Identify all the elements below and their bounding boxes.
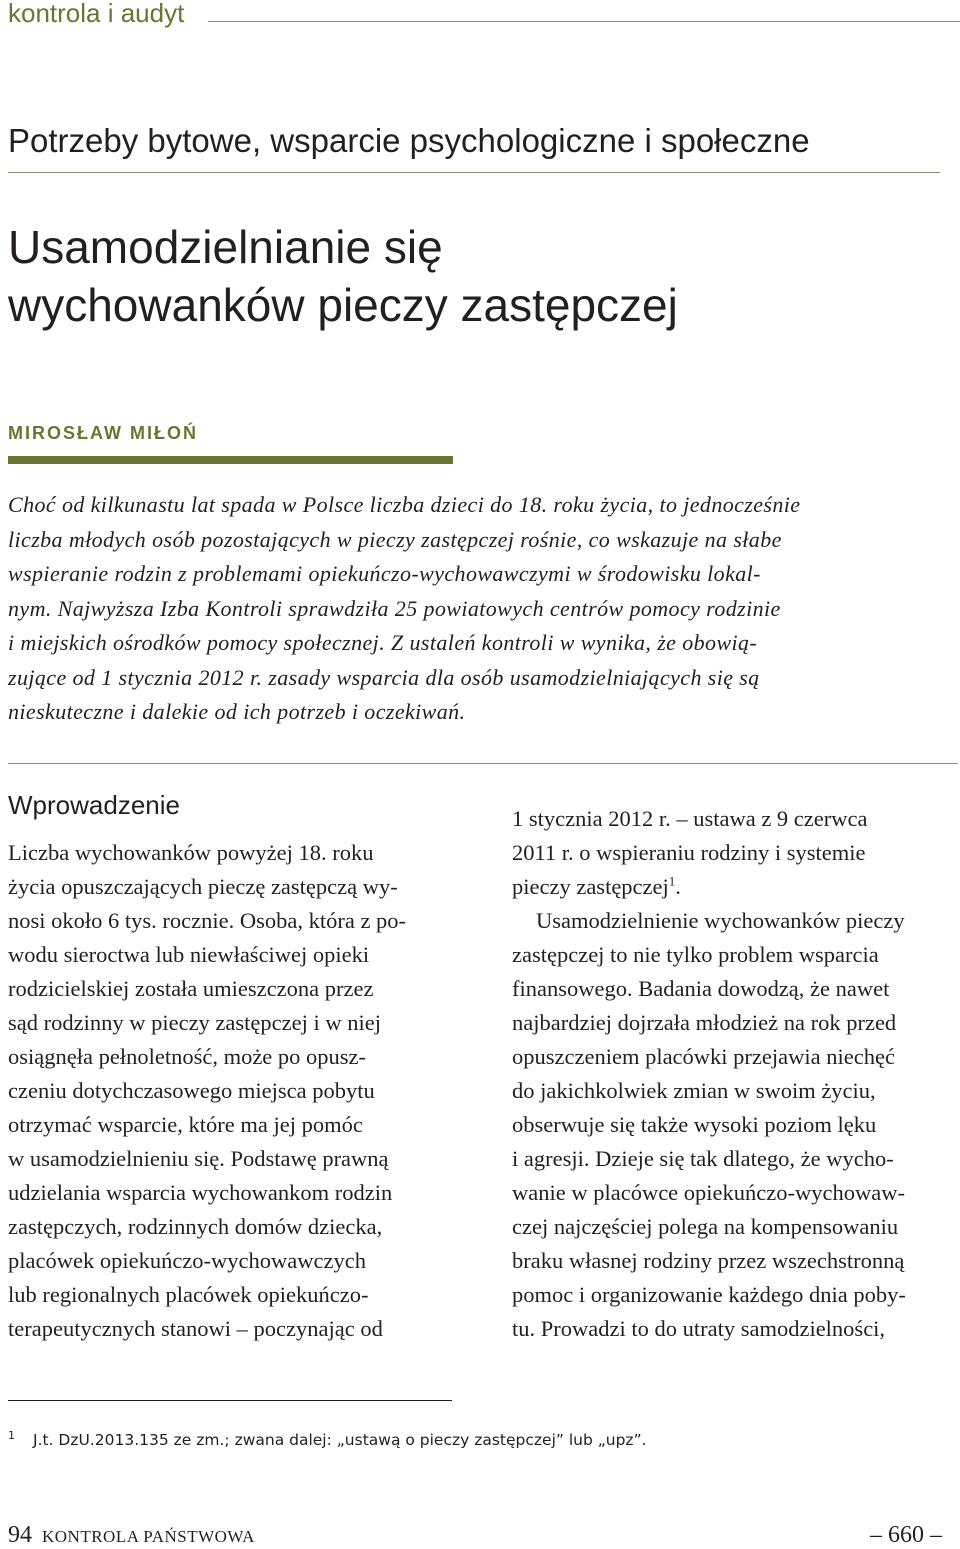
- body-text: .: [675, 874, 681, 899]
- body-line: terapeutycznych stanowi – poczynając od: [8, 1316, 383, 1341]
- body-line: zastępczych, rodzinnych domów dziecka,: [8, 1214, 383, 1239]
- body-line: do jakichkolwiek zmian w swoim życiu,: [512, 1078, 876, 1103]
- body-line: wanie w placówce opiekuńczo-wychowaw-: [512, 1180, 905, 1205]
- footnote-divider: [8, 1400, 452, 1401]
- body-line: nosi około 6 tys. rocznie. Osoba, która z po-: [8, 908, 407, 933]
- article-subtitle: Potrzeby bytowe, wsparcie psychologiczne i społeczne: [8, 122, 810, 159]
- footnote: [8, 1429, 647, 1449]
- body-line: finansowego. Badania dowodzą, że nawet: [512, 976, 890, 1001]
- body-line: czeniu dotychczasowego miejsca pobytu: [8, 1078, 375, 1103]
- lead-line: nieskuteczne i dalekie od ich potrzeb i oczekiwań.: [8, 699, 466, 724]
- article-title: [8, 218, 948, 334]
- body-line-with-footnote: [512, 870, 960, 904]
- body-text: pieczy zastępczej: [512, 874, 669, 899]
- footnote-number: 1: [8, 1429, 15, 1442]
- lead-line: liczba młodych osób pozostających w pieczy zastępczej rośnie, co wskazuje na słabe: [8, 526, 782, 552]
- lead-line: Choć od kilkunastu lat spada w Polsce liczba dzieci do 18. roku życia, to jednocześnie: [8, 492, 801, 517]
- body-line: czej najczęściej polega na kompensowaniu: [512, 1214, 899, 1239]
- section-divider: [208, 21, 960, 22]
- body-line: sąd rodzinny w pieczy zastępczej i w niej: [8, 1010, 381, 1035]
- body-line: braku własnej rodziny przez wszechstronną: [512, 1248, 905, 1273]
- lead-paragraph: [8, 488, 958, 730]
- subtitle-divider: [8, 172, 940, 173]
- footnote-reference[interactable]: 1: [668, 873, 676, 889]
- body-line: opuszczeniem placówki przejawia niechęć: [512, 1044, 895, 1069]
- body-line: pomoc i organizowanie każdego dnia poby-: [512, 1282, 906, 1307]
- footnote-text: J.t. DzU.2013.135 ze zm.; zwana dalej: „ustawą o pieczy zastępczej” lub „upz”.: [33, 1431, 647, 1450]
- body-line: wodu sieroctwa lub niewłaściwej opieki: [8, 942, 370, 967]
- body-column-right: [512, 802, 960, 1346]
- body-line: tu. Prowadzi to do utraty samodzielności,: [512, 1316, 886, 1341]
- issue-number: – 660 –: [870, 1522, 942, 1548]
- body-line: rodzicielskiej została umieszczona przez: [8, 976, 374, 1001]
- body-line: placówek opiekuńczo-wychowawczych: [8, 1248, 366, 1273]
- body-line: lub regionalnych placówek opiekuńczo-: [8, 1282, 369, 1307]
- body-line: najbardziej dojrzała młodzież na rok przed: [512, 1010, 897, 1035]
- body-line: i agresji. Dzieje się tak dlatego, że wycho-: [512, 1146, 894, 1171]
- lead-line: wspieranie rodzin z problemami opiekuńczo-wychowawczymi w środowisku lokal-: [8, 561, 761, 586]
- author-name: MIROSŁAW MIŁOŃ: [8, 423, 198, 443]
- lead-line: nym. Najwyższa Izba Kontroli sprawdziła 25 powiatowych centrów pomocy rodzinie: [8, 595, 781, 621]
- body-line: 1 stycznia 2012 r. – ustawa z 9 czerwca: [512, 806, 868, 831]
- body-line: zastępczej to nie tylko problem wsparcia: [512, 942, 879, 967]
- page-number: 94: [8, 1522, 32, 1548]
- lead-line: i miejskich ośrodków pomocy społecznej. Z ustaleń kontroli w wynika, że obowią-: [8, 630, 758, 655]
- section-label: kontrola i audyt: [8, 0, 190, 29]
- body-line: w usamodzielnieniu się. Podstawę prawną: [8, 1146, 389, 1171]
- body-column-left: [8, 836, 453, 1346]
- title-line: wychowanków pieczy zastępczej: [8, 279, 678, 331]
- body-line: otrzymać wsparcie, które ma jej pomóc: [8, 1112, 363, 1137]
- author-accent-bar: [8, 456, 453, 464]
- body-line: udzielania wsparcia wychowankom rodzin: [8, 1180, 393, 1205]
- title-line: Usamodzielnianie się: [8, 221, 443, 273]
- section-header: [8, 0, 960, 28]
- body-line: obserwuje się także wysoki poziom lęku: [512, 1112, 877, 1137]
- lead-divider: [8, 763, 958, 764]
- body-line: osiągnęła pełnoletność, może po opusz-: [8, 1044, 367, 1069]
- body-line: 2011 r. o wspieraniu rodziny i systemie: [512, 840, 866, 865]
- body-line: Usamodzielnienie wychowanków pieczy: [536, 908, 905, 933]
- body-line: życia opuszczających pieczę zastępczą wy-: [8, 874, 398, 899]
- section-heading: Wprowadzenie: [8, 790, 180, 820]
- body-line: Liczba wychowanków powyżej 18. roku: [8, 840, 374, 865]
- page-footer: [8, 1522, 255, 1549]
- journal-name: KONTROLA PAŃSTWOWA: [42, 1527, 255, 1546]
- lead-line: zujące od 1 stycznia 2012 r. zasady wsparcia dla osób usamodzielniających się są: [8, 664, 760, 690]
